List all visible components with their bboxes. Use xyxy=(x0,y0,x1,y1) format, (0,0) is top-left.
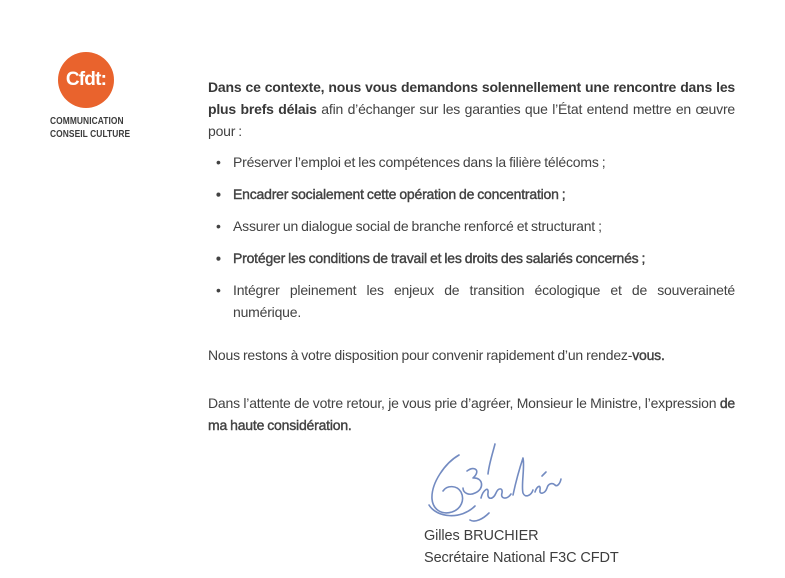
intro-regular-text: afin d’échanger sur les garanties que l’État entend mettre en œuvre pour : xyxy=(208,101,735,139)
list-item xyxy=(208,247,735,269)
list-item-text: Assurer un dialogue social de branche renforcé et structurant ; xyxy=(233,218,602,234)
list-item-text: Protéger les conditions de travail et les droits des salariés concernés ; xyxy=(233,250,646,266)
signer-block xyxy=(424,525,619,569)
list-item-text: Intégrer pleinement les enjeux de transition écologique et de souveraineté numérique. xyxy=(233,282,735,320)
bullet-icon: • xyxy=(216,250,221,266)
list-item-text: Encadrer socialement cette opération de concentration ; xyxy=(233,186,566,202)
demands-list xyxy=(208,151,735,323)
signature-scribble-icon xyxy=(425,443,563,527)
logo-subtitle-line2: CONSEIL CULTURE xyxy=(50,128,131,140)
availability-text: Nous restons à votre disposition pour convenir rapidement d’un rendez- xyxy=(208,347,633,363)
closing-emphasis: de ma haute considération. xyxy=(208,395,735,433)
intro-paragraph xyxy=(208,76,735,142)
cfdt-logo xyxy=(58,52,114,108)
list-item xyxy=(208,215,735,237)
bullet-icon: • xyxy=(216,218,221,234)
bullet-icon: • xyxy=(216,186,221,202)
list-item xyxy=(208,183,735,205)
signer-title: Secrétaire National F3C CFDT xyxy=(424,550,619,566)
list-item xyxy=(208,279,735,323)
bullet-icon: • xyxy=(216,154,221,170)
availability-paragraph xyxy=(208,344,735,366)
cfdt-logo-text: Cfdt: xyxy=(65,69,107,90)
signer-name: Gilles BRUCHIER xyxy=(424,528,539,544)
bullet-icon: • xyxy=(216,282,221,298)
list-item xyxy=(208,151,735,173)
letter-body xyxy=(208,76,735,436)
closing-paragraph xyxy=(208,392,735,436)
availability-emphasis: vous. xyxy=(632,347,665,363)
list-item-text: Préserver l’emploi et les compétences dans la filière télécoms ; xyxy=(233,154,606,170)
cfdt-logo-block xyxy=(50,52,150,141)
intro-bold-text: Dans ce contexte, nous vous demandons solennellement une rencontre dans les plus brefs délais xyxy=(208,79,735,117)
closing-text: Dans l’attente de votre retour, je vous prie d’agréer, Monsieur le Ministre, l’expression xyxy=(208,395,720,411)
logo-subtitle-line1: COMMUNICATION xyxy=(50,115,124,127)
signature xyxy=(425,443,563,527)
logo-subtitle xyxy=(50,115,130,141)
